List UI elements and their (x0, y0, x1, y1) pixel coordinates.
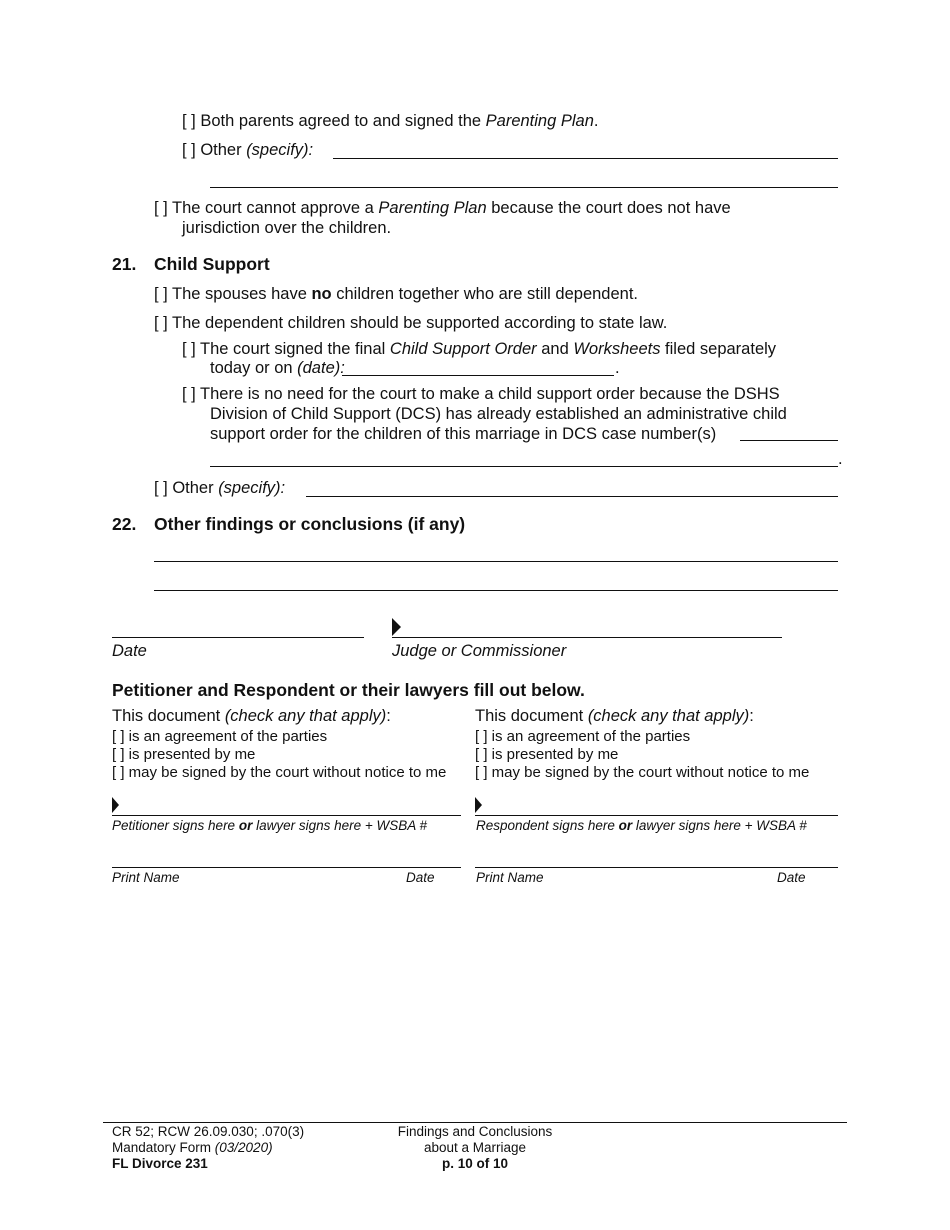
petitioner-date-label: Date (406, 870, 435, 885)
checkbox-no-dependent-children[interactable] (154, 285, 638, 304)
respondent-signature-line[interactable] (475, 815, 838, 816)
footer-center (375, 1124, 575, 1172)
dcs-case-period: . (838, 450, 843, 468)
both-parents-period: . (593, 112, 599, 130)
respondent-date-label: Date (777, 870, 806, 885)
section-22-number: 22. (112, 514, 137, 534)
footer-rule-citation: CR 52; RCW 26.09.030; .070(3) (112, 1124, 305, 1139)
cannot-approve-suffix: because the court does not have (486, 199, 731, 217)
checkbox-parenting-other[interactable] (182, 141, 313, 160)
signed-final-and: and (536, 340, 574, 358)
petitioner-sign-or: or (238, 818, 253, 833)
child-support-other-specify: (specify): (218, 479, 286, 497)
parenting-other-text: [ ] Other (182, 141, 247, 159)
respondent-doc-suffix: : (749, 707, 754, 725)
child-support-other-text: [ ] Other (154, 479, 219, 497)
other-findings-field-line2[interactable] (154, 590, 838, 591)
footer-mandatory-prefix: Mandatory Form (112, 1140, 215, 1155)
footer-form-id: FL Divorce 231 (112, 1156, 208, 1171)
respondent-sign-suffix: lawyer signs here + WSBA # (632, 818, 807, 833)
checkbox-both-parents-agreed[interactable] (182, 112, 598, 131)
parenting-other-field-line2[interactable] (210, 187, 838, 188)
no-need-line3: support order for the children of this marriage in DCS case number(s) (210, 425, 717, 443)
checkbox-state-law[interactable]: [ ] The dependent children should be supported according to state law. (154, 314, 668, 332)
section-22-title: Other findings or conclusions (if any) (154, 514, 466, 534)
petitioner-checkbox-without-notice[interactable]: [ ] may be signed by the court without notice to me (112, 764, 447, 781)
petitioner-doc-suffix: : (386, 707, 391, 725)
respondent-doc-italic: (check any that apply) (587, 707, 750, 725)
petitioner-checkbox-presented[interactable]: [ ] is presented by me (112, 746, 256, 763)
respondent-print-name-line[interactable] (475, 867, 838, 868)
respondent-sign-or: or (618, 818, 633, 833)
petitioner-checkbox-agreement[interactable]: [ ] is an agreement of the parties (112, 728, 328, 745)
footer-form-date: (03/2020) (214, 1140, 273, 1155)
respondent-sign-prefix: Respondent signs here (476, 818, 619, 833)
judge-label: Judge or Commissioner (392, 642, 567, 660)
respondent-doc-prefix: This document (475, 707, 588, 725)
petitioner-sign-prefix: Petitioner signs here (112, 818, 239, 833)
no-need-line2: Division of Child Support (DCS) has already established an administrative child (210, 405, 787, 423)
section-21-title: Child Support (154, 254, 270, 274)
checkbox-no-need-dcs[interactable]: [ ] There is no need for the court to make a child support order because the DSHS (182, 385, 780, 403)
worksheets-term: Worksheets (573, 340, 661, 358)
cannot-approve-plan-term: Parenting Plan (378, 199, 487, 217)
petitioner-doc-italic: (check any that apply) (224, 707, 387, 725)
no-children-text: [ ] The spouses have (154, 285, 312, 303)
signed-final-date-label: (date): (297, 359, 345, 377)
petitioner-doc-prefix: This document (112, 707, 225, 725)
respondent-signature-caption (476, 818, 807, 833)
parenting-other-field-line1[interactable] (333, 158, 838, 159)
signed-final-line2 (210, 359, 345, 378)
parenting-other-specify: (specify): (246, 141, 314, 159)
dcs-case-number-field-line2[interactable] (210, 466, 838, 467)
respondent-print-name-label: Print Name (476, 870, 544, 885)
respondent-document-heading (475, 707, 754, 726)
cannot-approve-line2: jurisdiction over the children. (182, 219, 392, 237)
no-children-bold: no (311, 285, 332, 303)
other-findings-field-line1[interactable] (154, 561, 838, 562)
signed-final-today: today or on (210, 359, 298, 377)
signed-final-date-field[interactable] (342, 375, 614, 376)
respondent-sign-arrow-icon (475, 797, 482, 813)
no-children-suffix: children together who are still dependent. (331, 285, 639, 303)
parenting-plan-term: Parenting Plan (485, 112, 594, 130)
footer-left (112, 1124, 304, 1172)
respondent-checkbox-presented[interactable]: [ ] is presented by me (475, 746, 619, 763)
footer-rule (103, 1122, 847, 1123)
date-label: Date (112, 642, 147, 660)
section-21-number: 21. (112, 254, 137, 274)
checkbox-signed-final-order[interactable] (182, 340, 776, 359)
signed-final-text: [ ] The court signed the final (182, 340, 390, 358)
child-support-other-field[interactable] (306, 496, 838, 497)
footer-mandatory-form (112, 1140, 304, 1156)
date-signature-line[interactable] (112, 637, 364, 638)
footer-page-number: p. 10 of 10 (441, 1156, 509, 1171)
signed-final-suffix: filed separately (660, 340, 777, 358)
checkbox-child-support-other[interactable] (154, 479, 285, 498)
both-parents-text: [ ] Both parents agreed to and signed the (182, 112, 486, 130)
petitioner-sign-arrow-icon (112, 797, 119, 813)
petitioner-document-heading (112, 707, 391, 726)
dcs-case-number-field-line1[interactable] (740, 440, 838, 441)
child-support-order-term: Child Support Order (389, 340, 537, 358)
parties-heading: Petitioner and Respondent or their lawyers fill out below. (112, 680, 585, 700)
petitioner-signature-caption (112, 818, 427, 833)
footer-doc-title-line2: about a Marriage (423, 1140, 527, 1155)
footer-doc-title-line1: Findings and Conclusions (397, 1124, 553, 1139)
petitioner-print-name-label: Print Name (112, 870, 180, 885)
signed-final-period: . (615, 359, 620, 377)
sign-here-arrow-icon (392, 618, 401, 636)
respondent-checkbox-agreement[interactable]: [ ] is an agreement of the parties (475, 728, 691, 745)
cannot-approve-text: [ ] The court cannot approve a (154, 199, 379, 217)
judge-signature-line[interactable] (392, 637, 782, 638)
checkbox-cannot-approve-plan[interactable] (154, 199, 731, 218)
respondent-checkbox-without-notice[interactable]: [ ] may be signed by the court without notice to me (475, 764, 810, 781)
petitioner-sign-suffix: lawyer signs here + WSBA # (252, 818, 428, 833)
petitioner-print-name-line[interactable] (112, 867, 461, 868)
petitioner-signature-line[interactable] (112, 815, 461, 816)
